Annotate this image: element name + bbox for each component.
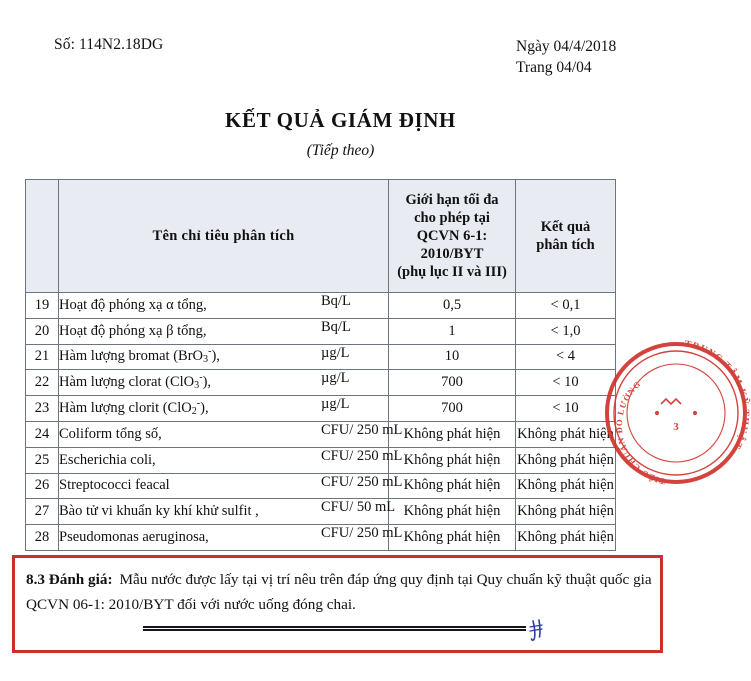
analysis-result-value: Không phát hiện: [516, 473, 616, 499]
evaluation-body: Mẫu nước được lấy tại vị trí nêu trên đáp ứng quy định tại Quy chuẩn kỹ thuật quốc gia QCVN 06-1: 2010/BYT đối với nước uống đóng chai.: [26, 571, 652, 613]
evaluation-label: 8.3 Đánh giá:: [26, 571, 113, 588]
permitted-limit-value: 700: [389, 370, 516, 396]
parameter-name-text: Hoạt độ phóng xạ α tổng,: [59, 296, 207, 313]
parameter-unit: µg/L: [321, 396, 350, 413]
permitted-limit-value: Không phát hiện: [389, 499, 516, 525]
page-title: KẾT QUẢ GIÁM ĐỊNH: [225, 108, 456, 132]
row-index: 26: [26, 473, 59, 499]
table-row: [26, 344, 616, 370]
parameter-name-text: Hàm lượng clorit (ClO: [59, 400, 192, 417]
analysis-result-value: < 0,1: [516, 293, 616, 319]
parameter-unit: µg/L: [321, 344, 350, 361]
redaction-line-top: [143, 626, 526, 628]
row-index: 20: [26, 318, 59, 344]
table-row: [26, 293, 616, 319]
table-header-row: [26, 180, 616, 293]
handwritten-initial-mark: [527, 618, 549, 642]
row-index: 19: [26, 293, 59, 319]
row-index: 21: [26, 344, 59, 370]
page-subtitle: (Tiếp theo): [306, 142, 375, 159]
formula-subscript: 3: [194, 380, 200, 392]
parameter-name: [59, 473, 403, 499]
permitted-limit-value: Không phát hiện: [389, 525, 516, 551]
permitted-limit-value: Không phát hiện: [389, 447, 516, 473]
formula-subscript: 3: [203, 354, 209, 366]
evaluation-box: [12, 555, 663, 653]
parameter-name-text: Bào tử vi khuẩn ky khí khử sulfit ,: [59, 503, 259, 520]
analysis-result-value: < 4: [516, 344, 616, 370]
parameter-unit: CFU/ 250 mL: [321, 473, 403, 490]
parameter-unit: CFU/ 250 mL: [321, 421, 403, 438]
parameter-name-text: Streptococci feacal: [59, 477, 170, 494]
parameter-name-text: Hoạt độ phóng xạ β tổng,: [59, 322, 207, 339]
analysis-results-table: [25, 179, 616, 551]
parameter-unit: CFU/ 250 mL: [321, 447, 403, 464]
analysis-result-value: < 1,0: [516, 318, 616, 344]
parameter-name: [59, 421, 403, 447]
header-right-block: [516, 36, 616, 78]
column-header-index: [26, 180, 59, 293]
document-header: [0, 36, 681, 96]
limit-header-line-5: (phụ lục II và III): [397, 264, 507, 280]
parameter-name: [59, 525, 403, 551]
table-row: [26, 447, 616, 473]
parameter-unit: CFU/ 50 mL: [321, 499, 396, 516]
redaction-line-bottom: [143, 629, 526, 631]
parameter-name: [59, 318, 389, 344]
parameter-name: [59, 293, 389, 319]
column-header-name: Tên chỉ tiêu phân tích: [59, 180, 389, 293]
row-index: 22: [26, 370, 59, 396]
column-header-limit: [389, 180, 516, 293]
row-index: 28: [26, 525, 59, 551]
parameter-unit: Bq/L: [321, 318, 351, 335]
formula-subscript: 2: [191, 406, 197, 418]
parameter-name: [59, 447, 403, 473]
parameter-name-suffix: ),: [202, 374, 212, 391]
parameter-name-suffix: ),: [200, 400, 209, 417]
parameter-unit: Bq/L: [321, 293, 351, 309]
permitted-limit-value: Không phát hiện: [389, 473, 516, 499]
redaction-line: [143, 626, 526, 631]
parameter-name: [59, 344, 389, 370]
parameter-name: [59, 370, 389, 396]
svg-text:TIÊU CHUẨN ĐO LƯỜNG: TIÊU CHUẨN ĐO LƯỜNG: [613, 378, 667, 487]
table-row: [26, 370, 616, 396]
analysis-result-value: < 10: [516, 370, 616, 396]
svg-text:TRUNG TÂM KỸ THUẬT: TRUNG TÂM KỸ THUẬT: [683, 339, 750, 451]
formula-superscript: -: [208, 346, 212, 358]
analysis-result-value: Không phát hiện: [516, 525, 616, 551]
formula-superscript: -: [199, 372, 203, 384]
parameter-name: [59, 499, 396, 525]
official-seal-stamp: [601, 338, 751, 488]
parameter-name-text: Hàm lượng bromat (BrO: [59, 348, 203, 365]
svg-text:3: 3: [673, 421, 679, 433]
formula-superscript: -: [196, 398, 201, 410]
result-header-line-1: Kết quả: [540, 219, 591, 235]
analysis-result-value: Không phát hiện: [516, 499, 616, 525]
parameter-unit: µg/L: [321, 370, 350, 387]
permitted-limit-value: 1: [389, 318, 516, 344]
table-row: [26, 318, 616, 344]
parameter-name-text: Pseudomonas aeruginosa,: [59, 529, 209, 546]
table-body: [26, 293, 616, 551]
permitted-limit-value: 10: [389, 344, 516, 370]
table-row: [26, 473, 616, 499]
permitted-limit-value: 700: [389, 396, 516, 422]
limit-header-line-4: 2010/BYT: [420, 246, 484, 262]
row-index: 24: [26, 421, 59, 447]
parameter-name: [59, 396, 389, 422]
parameter-name-text: Hàm lượng clorat (ClO: [59, 374, 195, 391]
parameter-unit: CFU/ 250 mL: [321, 525, 403, 542]
row-index: 27: [26, 499, 59, 525]
document-date: Ngày 04/4/2018: [516, 38, 617, 55]
page-number: Trang 04/04: [516, 59, 592, 76]
parameter-name-text: Escherichia coli,: [59, 451, 156, 468]
limit-header-line-3: QCVN 6-1:: [416, 228, 488, 244]
analysis-result-value: Không phát hiện: [516, 447, 616, 473]
evaluation-text-block: [26, 567, 656, 617]
table-row: [26, 525, 616, 551]
limit-header-line-1: Giới hạn tối đa: [405, 192, 499, 208]
column-header-result: [516, 180, 616, 293]
table-row: [26, 421, 616, 447]
document-number: Số: 114N2.18DG: [54, 36, 164, 53]
table-row: [26, 499, 616, 525]
title-block: [0, 108, 681, 160]
permitted-limit-value: 0,5: [389, 293, 516, 319]
row-index: 25: [26, 447, 59, 473]
limit-header-line-2: cho phép tại: [414, 210, 490, 226]
analysis-result-value: Không phát hiện: [516, 421, 616, 447]
parameter-name-text: Coliform tổng số,: [59, 425, 162, 442]
parameter-name-suffix: ),: [211, 348, 220, 365]
analysis-result-value: < 10: [516, 396, 616, 422]
permitted-limit-value: Không phát hiện: [389, 421, 516, 447]
result-header-line-2: phân tích: [536, 237, 595, 253]
row-index: 23: [26, 396, 59, 422]
table-row: [26, 396, 616, 422]
